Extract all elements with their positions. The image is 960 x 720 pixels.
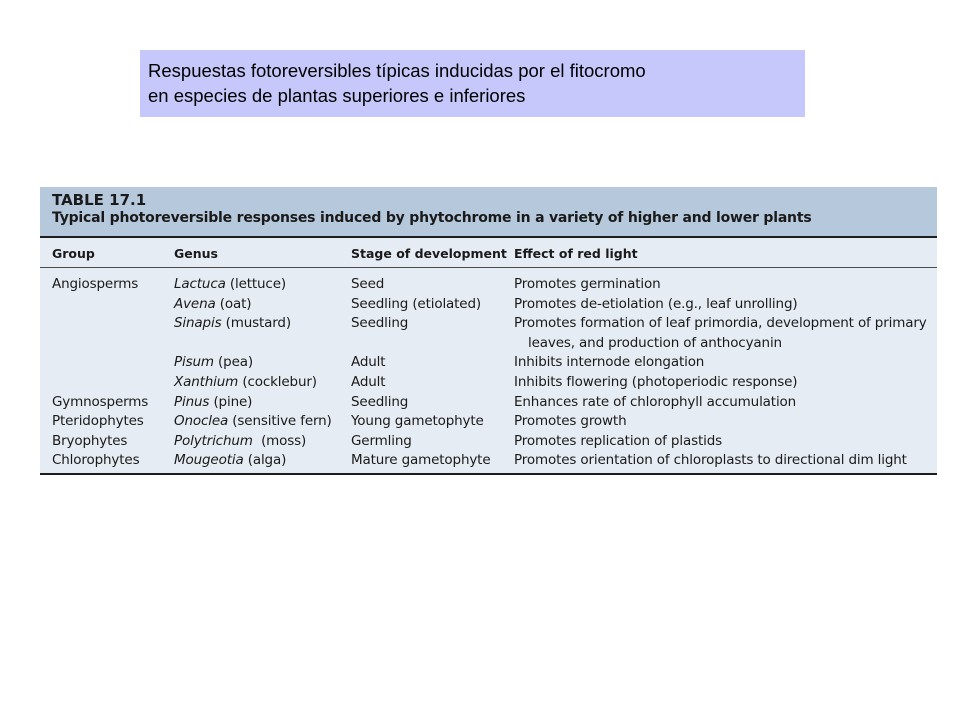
cell-group: Angiosperms — [52, 276, 139, 292]
bottom-rule — [40, 473, 937, 475]
genus-name: Mougeotia — [174, 452, 244, 469]
caption-line-1: Respuestas fotoreversibles típicas inducidas por el fitocromo — [148, 60, 646, 81]
column-header-group: Group — [52, 246, 95, 261]
cell-stage: Seed — [351, 276, 385, 292]
common-name: (mustard) — [221, 315, 291, 332]
common-name: (cocklebur) — [238, 374, 317, 390]
cell-stage: Young gametophyte — [351, 413, 484, 430]
column-header-effect: Effect of red light — [514, 246, 638, 261]
column-header-genus: Genus — [174, 246, 218, 261]
genus-name: Pisum — [174, 354, 214, 371]
common-name: (pea) — [213, 354, 253, 371]
common-name: (lettuce) — [225, 276, 286, 292]
cell-effect: Inhibits flowering (photoperiodic response) — [514, 374, 798, 390]
caption-line-2: en especies de plantas superiores e inferiores — [148, 85, 526, 106]
genus-name: Sinapis — [174, 315, 222, 332]
column-header-stage: Stage of development — [351, 246, 507, 261]
cell-genus — [174, 412, 332, 430]
cell-stage: Mature gametophyte — [351, 452, 491, 469]
common-name: (sensitive fern) — [228, 413, 332, 430]
cell-genus — [174, 314, 291, 332]
cell-stage: Germling — [351, 432, 412, 449]
slide-caption — [140, 50, 805, 117]
genus-name: Lactuca — [174, 276, 226, 292]
common-name: (oat) — [215, 295, 252, 312]
cell-effect: Promotes orientation of chloroplasts to directional dim light — [514, 452, 907, 469]
common-name: (pine) — [209, 393, 253, 410]
table-title-band — [40, 187, 937, 238]
cell-genus — [174, 353, 253, 371]
cell-effect-continued: leaves, and production of anthocyanin — [528, 334, 782, 351]
cell-group: Pteridophytes — [52, 413, 144, 430]
cell-effect: Enhances rate of chlorophyll accumulation — [514, 393, 797, 410]
cell-genus — [174, 432, 306, 450]
cell-group: Gymnosperms — [52, 393, 149, 410]
cell-group: Chlorophytes — [52, 452, 140, 469]
cell-stage: Seedling (etiolated) — [351, 295, 482, 312]
cell-effect: Promotes de-etiolation (e.g., leaf unrolling) — [514, 295, 798, 312]
table-title: Typical photoreversible responses induced by phytochrome in a variety of higher and lower plants — [52, 210, 812, 226]
cell-genus — [174, 451, 286, 469]
cell-group: Bryophytes — [52, 432, 128, 449]
cell-genus — [174, 373, 317, 391]
common-name: (alga) — [243, 452, 287, 469]
genus-name: Xanthium — [174, 374, 239, 390]
cell-genus — [174, 275, 286, 293]
common-name: (moss) — [252, 432, 307, 449]
cell-stage: Adult — [351, 354, 386, 371]
genus-name: Onoclea — [174, 413, 229, 430]
cell-effect: Promotes germination — [514, 276, 661, 292]
table-number: TABLE 17.1 — [52, 191, 147, 209]
genus-name: Pinus — [174, 393, 210, 410]
cell-effect: Promotes formation of leaf primordia, development of primary — [514, 315, 927, 332]
cell-effect: Promotes growth — [514, 413, 627, 430]
cell-stage: Seedling — [351, 315, 409, 332]
cell-stage: Seedling — [351, 393, 409, 410]
header-rule — [40, 267, 937, 268]
cell-genus — [174, 393, 252, 411]
cell-effect: Promotes replication of plastids — [514, 432, 723, 449]
cell-genus — [174, 295, 251, 313]
cell-effect: Inhibits internode elongation — [514, 354, 705, 371]
cell-stage: Adult — [351, 374, 386, 390]
genus-name: Polytrichum — [174, 432, 253, 449]
table-figure — [40, 187, 937, 475]
genus-name: Avena — [174, 295, 216, 312]
